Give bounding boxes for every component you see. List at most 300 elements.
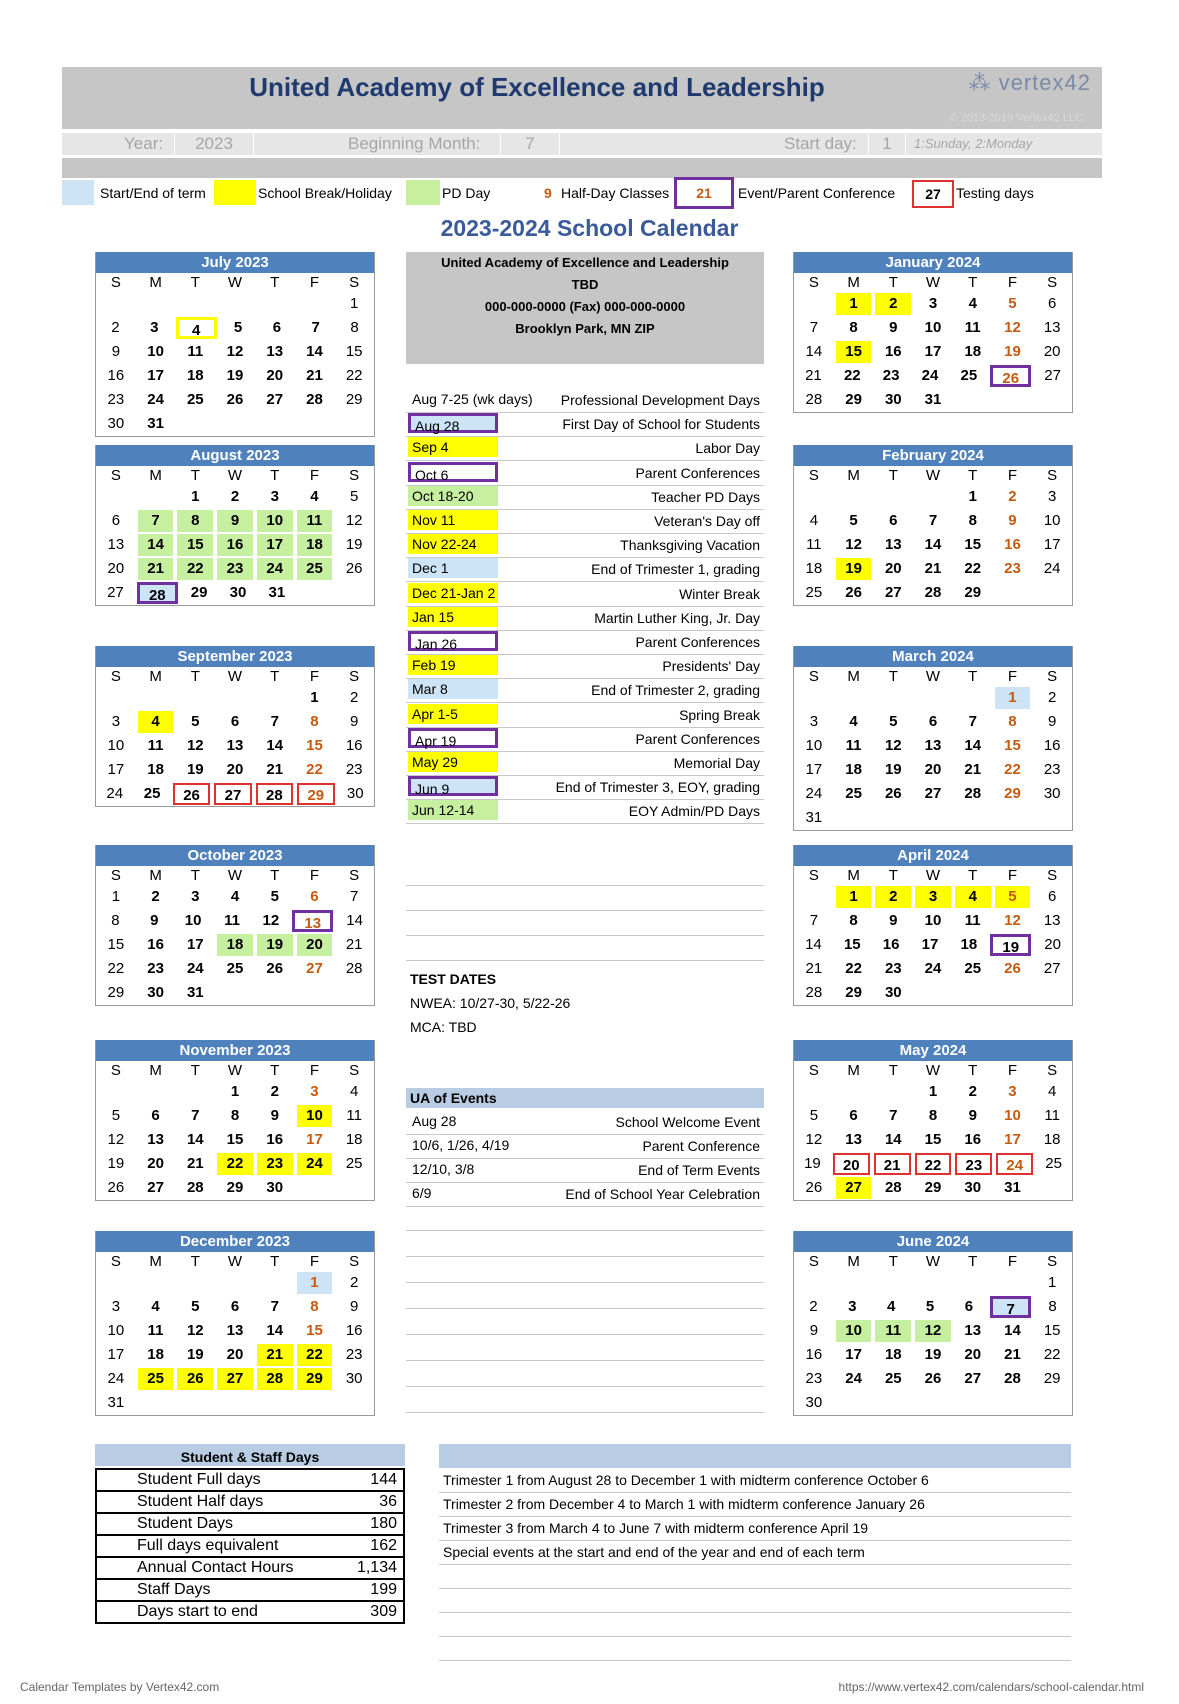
day-cell[interactable]: 5 [270,888,279,905]
day-cell[interactable]: 12 [915,1320,951,1342]
day-cell[interactable]: 28 [256,783,293,805]
day-cell[interactable]: 4 [968,295,977,312]
day-cell[interactable]: 26 [884,785,902,802]
day-cell[interactable]: 15 [1043,1322,1061,1339]
day-cell[interactable]: 5 [191,1298,200,1315]
day-cell[interactable]: 17 [1043,536,1061,553]
day-cell[interactable]: 4 [1048,1083,1057,1100]
day-cell[interactable]: 4 [138,711,174,733]
day-cell[interactable]: 26 [345,560,363,577]
day-cell[interactable]: 29 [964,584,982,601]
day-cell[interactable]: 27 [306,960,323,977]
day-cell[interactable]: 3 [310,1083,319,1100]
day-cell[interactable]: 11 [346,1107,362,1124]
day-cell[interactable]: 21 [805,960,823,977]
day-cell[interactable]: 26 [1004,960,1021,977]
day-cell[interactable]: 9 [1008,512,1017,529]
day-cell[interactable]: 5 [350,488,359,505]
day-cell[interactable]: 14 [186,1131,204,1148]
day-cell[interactable]: 24 [924,960,942,977]
day-cell[interactable]: 25 [297,558,333,580]
day-cell[interactable]: 12 [262,912,280,929]
day-cell[interactable]: 4 [886,1298,896,1315]
day-cell[interactable]: 1 [111,888,121,905]
day-cell[interactable]: 7 [889,1107,898,1124]
day-cell[interactable]: 24 [845,1370,862,1387]
day-cell[interactable]: 11 [875,1320,911,1342]
day-cell[interactable]: 10 [924,912,942,929]
day-cell[interactable]: 15 [306,1322,323,1339]
day-cell[interactable]: 3 [915,886,951,908]
day-cell[interactable]: 26 [107,1179,125,1196]
day-cell[interactable]: 25 [345,1155,363,1172]
day-cell[interactable]: 26 [173,783,210,805]
day-cell[interactable]: 14 [805,343,823,360]
day-cell[interactable]: 30 [805,1394,823,1411]
day-cell[interactable]: 27 [1044,367,1061,384]
day-cell[interactable]: 19 [345,536,363,553]
day-cell[interactable]: 2 [350,1274,359,1291]
day-cell[interactable]: 19 [186,761,204,778]
day-cell[interactable]: 25 [186,391,204,408]
day-cell[interactable]: 16 [107,367,125,384]
day-cell[interactable]: 3 [809,713,819,730]
day-cell[interactable]: 16 [882,936,900,953]
day-cell[interactable]: 12 [1004,319,1021,336]
day-cell[interactable]: 25 [226,960,244,977]
day-cell[interactable]: 5 [995,886,1031,908]
day-cell[interactable]: 19 [990,934,1031,956]
day-cell[interactable]: 21 [874,1153,911,1175]
day-cell[interactable]: 22 [345,367,363,384]
day-cell[interactable]: 17 [186,936,204,953]
day-cell[interactable]: 25 [143,785,161,802]
day-cell[interactable]: 21 [805,367,822,384]
day-cell[interactable]: 8 [849,319,858,336]
day-cell[interactable]: 7 [809,912,819,929]
day-cell[interactable]: 8 [849,912,858,929]
day-cell[interactable]: 29 [924,1179,942,1196]
day-cell[interactable]: 11 [806,536,822,553]
day-cell[interactable]: 20 [147,1155,164,1172]
day-cell[interactable]: 15 [836,341,872,363]
day-cell[interactable]: 9 [889,912,898,929]
day-cell[interactable]: 26 [226,391,244,408]
day-cell[interactable]: 15 [226,1131,244,1148]
day-cell[interactable]: 31 [1004,1179,1021,1196]
day-cell[interactable]: 11 [297,510,333,532]
day-cell[interactable]: 24 [1043,560,1061,577]
day-cell[interactable]: 24 [996,1153,1033,1175]
day-cell[interactable]: 16 [345,1322,363,1339]
day-cell[interactable]: 14 [884,1131,902,1148]
day-cell[interactable]: 12 [186,1322,204,1339]
day-cell[interactable]: 19 [884,761,902,778]
day-cell[interactable]: 4 [849,713,858,730]
day-cell[interactable]: 8 [177,510,213,532]
day-cell[interactable]: 27 [1043,960,1061,977]
day-cell[interactable]: 23 [805,1370,823,1387]
day-cell[interactable]: 18 [297,534,333,556]
day-cell[interactable]: 22 [1043,1346,1061,1363]
day-cell[interactable]: 20 [266,367,284,384]
day-cell[interactable]: 27 [836,1177,872,1199]
day-cell[interactable]: 8 [968,512,977,529]
start-day-input[interactable]: 1 [868,133,906,155]
day-cell[interactable]: 4 [151,1298,160,1315]
day-cell[interactable]: 18 [960,936,978,953]
day-cell[interactable]: 20 [964,1346,982,1363]
day-cell[interactable]: 2 [350,689,359,706]
day-cell[interactable]: 15 [107,936,125,953]
day-cell[interactable]: 16 [266,1131,284,1148]
day-cell[interactable]: 14 [138,534,174,556]
day-cell[interactable]: 30 [1043,785,1061,802]
day-cell[interactable]: 11 [224,912,240,929]
day-cell[interactable]: 1 [836,886,872,908]
day-cell[interactable]: 19 [1004,343,1021,360]
day-cell[interactable]: 8 [310,713,319,730]
day-cell[interactable]: 17 [921,936,939,953]
day-cell[interactable]: 17 [107,1346,125,1363]
day-cell[interactable]: 24 [107,1370,125,1387]
day-cell[interactable]: 6 [1048,888,1057,905]
day-cell[interactable]: 25 [805,584,823,601]
day-cell[interactable]: 23 [1043,761,1061,778]
day-cell[interactable]: 10 [924,319,942,336]
day-cell[interactable]: 22 [107,960,125,977]
day-cell[interactable]: 15 [924,1131,942,1148]
day-cell[interactable]: 15 [345,343,363,360]
day-cell[interactable]: 24 [921,367,939,384]
day-cell[interactable]: 26 [924,1370,942,1387]
day-cell[interactable]: 28 [186,1179,204,1196]
day-cell[interactable]: 27 [217,1368,253,1390]
day-cell[interactable]: 31 [107,1394,125,1411]
day-cell[interactable]: 10 [836,1320,872,1342]
day-cell[interactable]: 24 [297,1153,333,1175]
day-cell[interactable]: 16 [964,1131,982,1148]
day-cell[interactable]: 1 [350,295,359,312]
day-cell[interactable]: 4 [310,488,319,505]
day-cell[interactable]: 15 [177,534,213,556]
day-cell[interactable]: 25 [960,367,978,384]
day-cell[interactable]: 5 [233,319,243,336]
day-cell[interactable]: 9 [968,1107,977,1124]
day-cell[interactable]: 18 [964,343,982,360]
day-cell[interactable]: 28 [306,391,323,408]
day-cell[interactable]: 7 [270,1298,279,1315]
day-cell[interactable]: 12 [186,737,204,754]
day-cell[interactable]: 30 [346,785,364,802]
day-cell[interactable]: 18 [147,761,164,778]
day-cell[interactable]: 28 [805,984,823,1001]
day-cell[interactable]: 16 [147,936,164,953]
day-cell[interactable]: 21 [138,558,174,580]
day-cell[interactable]: 7 [350,888,359,905]
day-cell[interactable]: 21 [1004,1346,1021,1363]
day-cell[interactable]: 30 [884,984,902,1001]
day-cell[interactable]: 1 [995,687,1031,709]
day-cell[interactable]: 23 [217,558,253,580]
day-cell[interactable]: 8 [111,912,120,929]
day-cell[interactable]: 23 [882,367,900,384]
day-cell[interactable]: 2 [111,319,120,336]
day-cell[interactable]: 13 [924,737,942,754]
day-cell[interactable]: 11 [964,912,981,929]
day-cell[interactable]: 27 [266,391,284,408]
day-cell[interactable]: 10 [107,1322,125,1339]
day-cell[interactable]: 19 [836,558,872,580]
day-cell[interactable]: 14 [346,912,363,929]
day-cell[interactable]: 9 [350,1298,359,1315]
day-cell[interactable]: 17 [805,761,823,778]
day-cell[interactable]: 29 [107,984,125,1001]
day-cell[interactable]: 25 [845,785,862,802]
day-cell[interactable]: 27 [214,783,251,805]
day-cell[interactable]: 29 [297,1368,333,1390]
day-cell[interactable]: 24 [147,391,164,408]
day-cell[interactable]: 5 [809,1107,819,1124]
day-cell[interactable]: 2 [875,293,911,315]
day-cell[interactable]: 29 [297,783,334,805]
day-cell[interactable]: 14 [964,737,982,754]
day-cell[interactable]: 27 [924,785,942,802]
day-cell[interactable]: 22 [217,1153,253,1175]
day-cell[interactable]: 1 [928,1083,938,1100]
day-cell[interactable]: 25 [964,960,982,977]
day-cell[interactable]: 19 [924,1346,942,1363]
day-cell[interactable]: 19 [804,1155,821,1172]
day-cell[interactable]: 9 [150,912,159,929]
day-cell[interactable]: 25 [884,1370,902,1387]
day-cell[interactable]: 15 [843,936,861,953]
day-cell[interactable]: 6 [111,512,121,529]
day-cell[interactable]: 24 [186,960,204,977]
day-cell[interactable]: 20 [833,1153,870,1175]
day-cell[interactable]: 9 [270,1107,279,1124]
day-cell[interactable]: 1 [968,488,977,505]
day-cell[interactable]: 28 [257,1368,293,1390]
day-cell[interactable]: 10 [1043,512,1061,529]
day-cell[interactable]: 7 [990,1296,1031,1318]
day-cell[interactable]: 29 [845,984,862,1001]
day-cell[interactable]: 24 [805,785,823,802]
day-cell[interactable]: 26 [266,960,284,977]
day-cell[interactable]: 21 [186,1155,204,1172]
day-cell[interactable]: 29 [1043,1370,1061,1387]
day-cell[interactable]: 8 [1008,713,1017,730]
day-cell[interactable]: 30 [147,984,164,1001]
day-cell[interactable]: 20 [107,560,125,577]
day-cell[interactable]: 30 [266,1179,284,1196]
day-cell[interactable]: 23 [955,1153,992,1175]
day-cell[interactable]: 1 [230,1083,240,1100]
day-cell[interactable]: 7 [968,713,977,730]
day-cell[interactable]: 12 [1004,912,1021,929]
day-cell[interactable]: 18 [147,1346,164,1363]
day-cell[interactable]: 2 [151,888,160,905]
day-cell[interactable]: 20 [1044,936,1061,953]
day-cell[interactable]: 16 [1043,737,1061,754]
day-cell[interactable]: 12 [107,1131,125,1148]
day-cell[interactable]: 16 [884,343,902,360]
day-cell[interactable]: 21 [266,761,284,778]
day-cell[interactable]: 14 [266,1322,284,1339]
day-cell[interactable]: 1 [836,293,872,315]
day-cell[interactable]: 22 [1004,761,1021,778]
day-cell[interactable]: 5 [111,1107,121,1124]
day-cell[interactable]: 3 [848,1298,857,1315]
day-cell[interactable]: 17 [306,1131,323,1148]
day-cell[interactable]: 14 [805,936,822,953]
day-cell[interactable]: 10 [184,912,202,929]
day-cell[interactable]: 2 [270,1083,279,1100]
day-cell[interactable]: 16 [1004,536,1021,553]
day-cell[interactable]: 6 [889,512,898,529]
day-cell[interactable]: 18 [805,560,823,577]
day-cell[interactable]: 5 [889,713,898,730]
day-cell[interactable]: 17 [257,534,293,556]
day-cell[interactable]: 7 [191,1107,200,1124]
day-cell[interactable]: 11 [147,737,164,754]
day-cell[interactable]: 31 [924,391,942,408]
day-cell[interactable]: 13 [226,1322,244,1339]
day-cell[interactable]: 27 [147,1179,164,1196]
day-cell[interactable]: 8 [310,1298,319,1315]
day-cell[interactable]: 7 [928,512,938,529]
day-cell[interactable]: 17 [107,761,125,778]
day-cell[interactable]: 6 [849,1107,858,1124]
day-cell[interactable]: 21 [306,367,323,384]
day-cell[interactable]: 7 [809,319,819,336]
day-cell[interactable]: 10 [297,1105,333,1127]
day-cell[interactable]: 8 [1048,1298,1057,1315]
day-cell[interactable]: 14 [1004,1322,1021,1339]
day-cell[interactable]: 22 [915,1153,952,1175]
day-cell[interactable]: 23 [1004,560,1021,577]
day-cell[interactable]: 13 [884,536,902,553]
day-cell[interactable]: 28 [345,960,363,977]
day-cell[interactable]: 28 [137,582,178,604]
day-cell[interactable]: 17 [147,367,164,384]
day-cell[interactable]: 6 [272,319,282,336]
day-cell[interactable]: 3 [928,295,938,312]
day-cell[interactable]: 8 [230,1107,240,1124]
day-cell[interactable]: 28 [1004,1370,1021,1387]
day-cell[interactable]: 18 [1043,1131,1061,1148]
day-cell[interactable]: 26 [845,584,862,601]
day-cell[interactable]: 13 [1043,319,1061,336]
day-cell[interactable]: 6 [310,888,319,905]
day-cell[interactable]: 21 [257,1344,293,1366]
day-cell[interactable]: 6 [151,1107,160,1124]
day-cell[interactable]: 3 [191,888,200,905]
day-cell[interactable]: 20 [1043,343,1061,360]
day-cell[interactable]: 6 [964,1298,974,1315]
day-cell[interactable]: 19 [107,1155,125,1172]
day-cell[interactable]: 3 [111,713,121,730]
day-cell[interactable]: 3 [1048,488,1057,505]
day-cell[interactable]: 9 [217,510,253,532]
day-cell[interactable]: 10 [805,737,823,754]
day-cell[interactable]: 31 [147,415,164,432]
day-cell[interactable]: 12 [845,536,862,553]
day-cell[interactable]: 12 [805,1131,823,1148]
day-cell[interactable]: 30 [964,1179,982,1196]
vertex42-logo[interactable]: ⁂ vertex42 [968,70,1091,95]
day-cell[interactable]: 5 [191,713,200,730]
day-cell[interactable]: 23 [345,1346,363,1363]
day-cell[interactable]: 5 [1008,295,1017,312]
day-cell[interactable]: 17 [924,343,942,360]
day-cell[interactable]: 6 [1048,295,1057,312]
day-cell[interactable]: 12 [884,737,902,754]
day-cell[interactable]: 30 [345,1370,363,1387]
day-cell[interactable]: 23 [147,960,164,977]
day-cell[interactable]: 19 [186,1346,204,1363]
day-cell[interactable]: 30 [229,584,247,601]
day-cell[interactable]: 11 [964,319,981,336]
day-cell[interactable]: 20 [297,934,333,956]
day-cell[interactable]: 13 [845,1131,862,1148]
day-cell[interactable]: 16 [217,534,253,556]
day-cell[interactable]: 13 [1043,912,1061,929]
day-cell[interactable]: 27 [107,584,124,601]
day-cell[interactable]: 13 [266,343,284,360]
month-input[interactable]: 7 [500,133,560,155]
day-cell[interactable]: 12 [226,343,244,360]
day-cell[interactable]: 2 [1048,689,1057,706]
day-cell[interactable]: 16 [345,737,363,754]
day-cell[interactable]: 13 [107,536,125,553]
day-cell[interactable]: 22 [177,558,213,580]
day-cell[interactable]: 9 [1048,713,1057,730]
day-cell[interactable]: 11 [187,343,204,360]
day-cell[interactable]: 6 [928,713,938,730]
day-cell[interactable]: 5 [925,1298,935,1315]
day-cell[interactable]: 2 [809,1298,818,1315]
day-cell[interactable]: 27 [964,1370,982,1387]
day-cell[interactable]: 13 [964,1322,982,1339]
day-cell[interactable]: 30 [884,391,902,408]
day-cell[interactable]: 17 [845,1346,862,1363]
day-cell[interactable]: 2 [1008,488,1017,505]
day-cell[interactable]: 12 [345,512,363,529]
day-cell[interactable]: 1 [191,488,200,505]
day-cell[interactable]: 26 [177,1368,213,1390]
day-cell[interactable]: 26 [990,365,1031,387]
day-cell[interactable]: 9 [809,1322,819,1339]
day-cell[interactable]: 9 [350,713,359,730]
day-cell[interactable]: 7 [270,713,279,730]
day-cell[interactable]: 29 [845,391,862,408]
day-cell[interactable]: 16 [805,1346,823,1363]
day-cell[interactable]: 29 [345,391,363,408]
footer-credit[interactable]: Calendar Templates by Vertex42.com [20,1680,220,1694]
day-cell[interactable]: 10 [1004,1107,1021,1124]
day-cell[interactable]: 22 [843,367,861,384]
day-cell[interactable]: 20 [884,560,902,577]
day-cell[interactable]: 13 [226,737,244,754]
day-cell[interactable]: 20 [226,761,244,778]
day-cell[interactable]: 20 [924,761,942,778]
day-cell[interactable]: 5 [849,512,858,529]
day-cell[interactable]: 4 [230,888,240,905]
day-cell[interactable]: 14 [924,536,942,553]
day-cell[interactable]: 18 [345,1131,363,1148]
day-cell[interactable]: 15 [306,737,323,754]
